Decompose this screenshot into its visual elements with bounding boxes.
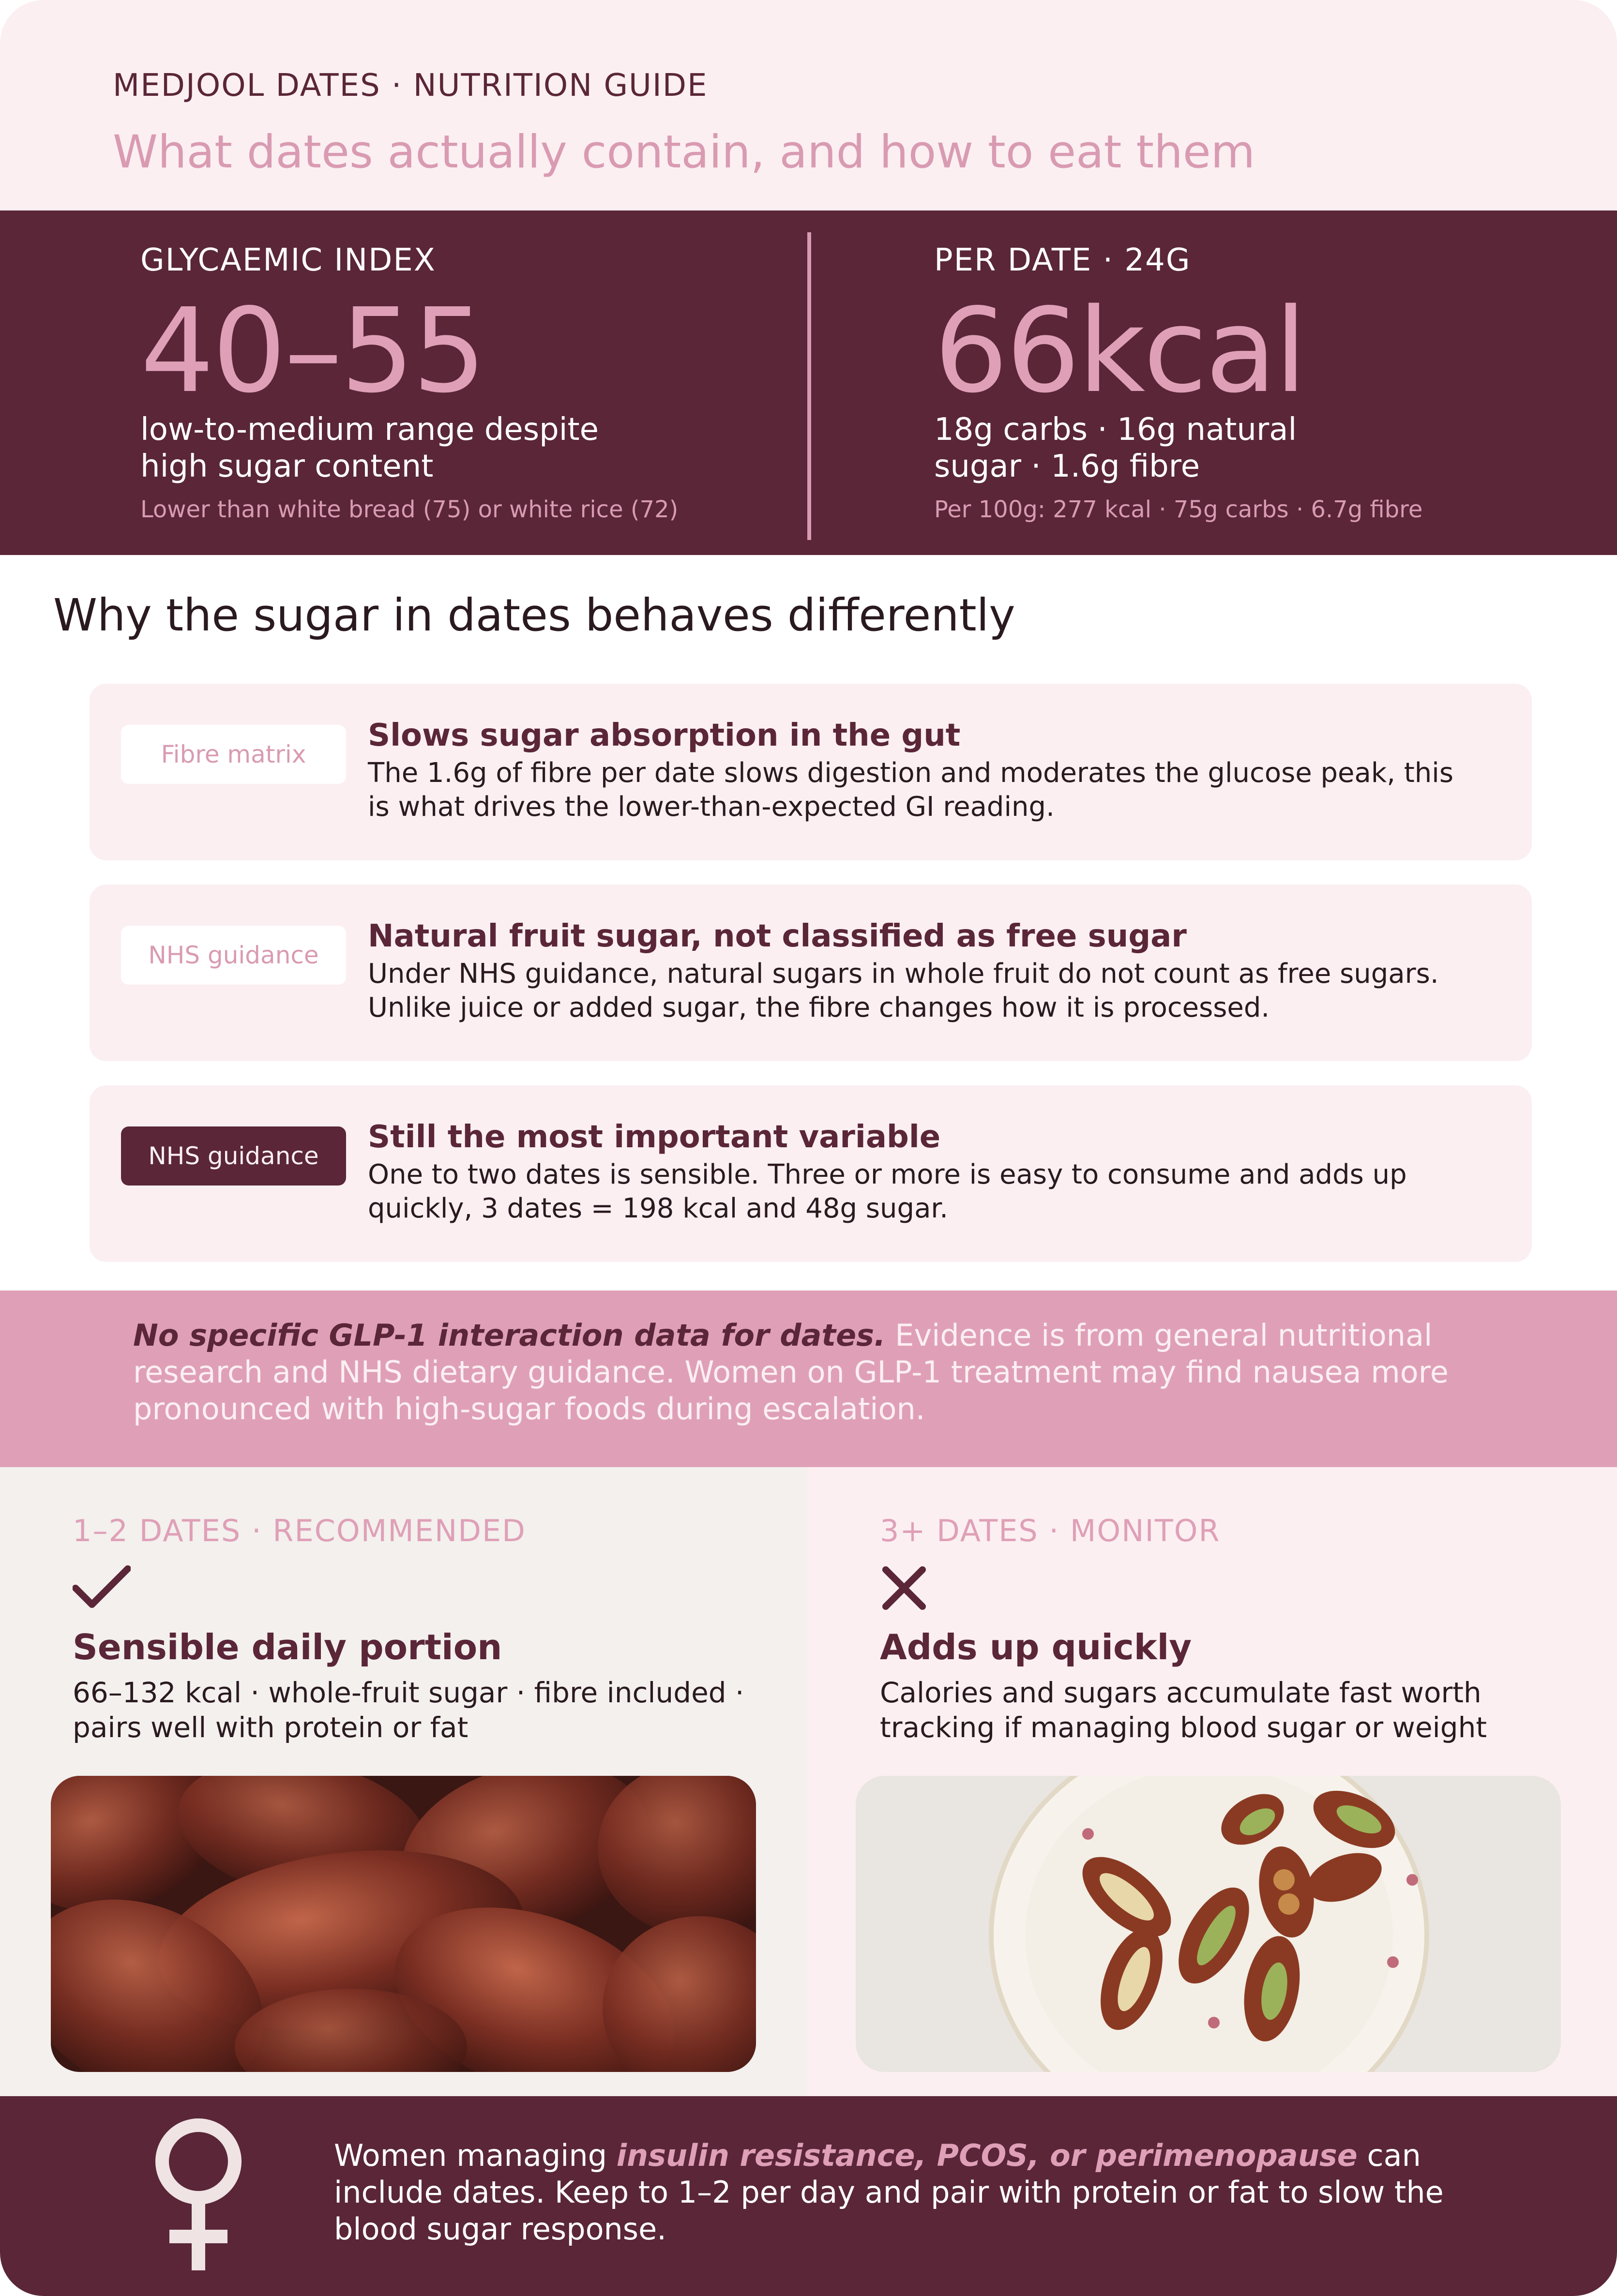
stat-value: 66kcal: [934, 283, 1305, 419]
notice-text: [133, 1317, 1498, 1427]
info-card-nhs: [90, 885, 1532, 1061]
header: [0, 0, 1617, 210]
column-title: Adds up quickly: [880, 1627, 1192, 1667]
page-kicker: MEDJOOL DATES · NUTRITION GUIDE: [113, 68, 708, 104]
card-body: The 1.6g of fibre per date slows digestion and moderates the glucose peak, this is what drives the lower-than-expected GI reading.: [368, 757, 1454, 823]
cross-icon: [880, 1564, 928, 1612]
footer-text: [334, 2137, 1520, 2248]
stat-value: 40–55: [140, 283, 484, 419]
card-title: Natural fruit sugar, not classified as free sugar: [368, 918, 1187, 954]
stats-band: [0, 210, 1617, 555]
page-subtitle: What dates actually contain, and how to eat them: [113, 126, 1255, 179]
footer-pre: Women managing: [334, 2138, 617, 2173]
notice-body: Evidence is from general nutritional research and NHS dietary guidance. Women on GLP-1 treatment may find nausea more pronounced with high-sugar foods during escalation.: [133, 1318, 1449, 1426]
card-chip: NHS guidance: [121, 1126, 346, 1186]
card-title: Slows sugar absorption in the gut: [368, 718, 961, 753]
stat-note: Lower than white bread (75) or white rice (72): [140, 496, 679, 523]
stat-description: low-to-medium range despite high sugar content: [140, 412, 599, 484]
stat-label: PER DATE · 24G: [934, 242, 1191, 278]
footer-emphasis: insulin resistance, PCOS, or perimenopause: [616, 2138, 1358, 2173]
stats-divider: [807, 232, 811, 540]
column-title: Sensible daily portion: [73, 1627, 502, 1667]
section-title: Why the sugar in dates behaves differently: [53, 589, 1015, 641]
notice-lead: No specific GLP-1 interaction data for dates.: [133, 1318, 886, 1353]
footer-post: can include dates. Keep to 1–2 per day and pair with protein or fat to slow the blood sugar response.: [334, 2138, 1444, 2247]
footer-advice: [0, 2096, 1617, 2296]
card-chip: Fibre matrix: [121, 725, 346, 784]
card-body: Under NHS guidance, natural sugars in whole fruit do not count as free sugars. Unlike juice or added sugar, the fibre changes how it is processed.: [368, 958, 1439, 1023]
stat-description: 18g carbs · 16g natural sugar · 1.6g fibre: [934, 412, 1297, 484]
card-chip: NHS guidance: [121, 926, 346, 985]
info-card-portion: [90, 1085, 1532, 1262]
column-label: 1–2 DATES · RECOMMENDED: [73, 1513, 526, 1548]
card-body: One to two dates is sensible. Three or more is easy to consume and adds up quickly, 3 dates = 198 kcal and 48g sugar.: [368, 1159, 1407, 1224]
venus-icon: [150, 2116, 247, 2275]
dates-closeup-image: [51, 1776, 756, 2072]
column-body: 66–132 kcal · whole-fruit sugar · fibre included · pairs well with protein or fat: [73, 1676, 744, 1744]
card-title: Still the most important variable: [368, 1119, 941, 1155]
glp1-notice: [0, 1291, 1617, 1467]
stat-note: Per 100g: 277 kcal · 75g carbs · 6.7g fibre: [934, 496, 1423, 523]
column-body: Calories and sugars accumulate fast worth tracking if managing blood sugar or weight: [880, 1676, 1487, 1744]
info-card-fibre: [90, 684, 1532, 860]
check-icon: [73, 1564, 131, 1612]
stuffed-dates-plate-image: [856, 1776, 1561, 2072]
recommended-column: [0, 1467, 807, 2096]
monitor-column: [807, 1467, 1617, 2096]
stat-label: GLYCAEMIC INDEX: [140, 242, 436, 278]
column-label: 3+ DATES · MONITOR: [880, 1513, 1221, 1548]
